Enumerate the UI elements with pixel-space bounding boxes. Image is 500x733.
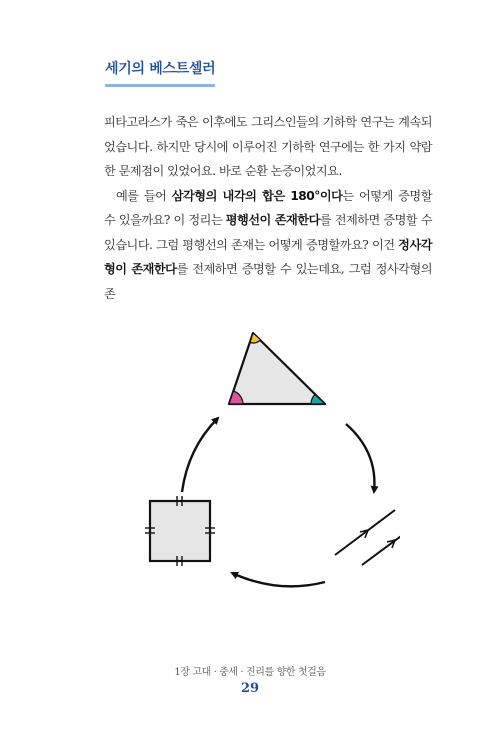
triangle-icon	[229, 333, 325, 404]
paragraph	[104, 184, 432, 307]
square-icon	[145, 496, 215, 566]
paragraph-text: 는 어떻게 증명할 수 있을까요? 이 정리는	[104, 188, 432, 227]
emphasis-text: 평행선이 존재한다	[225, 213, 320, 227]
page-number: 29	[240, 681, 260, 696]
arrow-parallel-to-square	[232, 573, 325, 586]
parallel-lines-icon	[335, 510, 400, 565]
arrow-square-to-triangle	[182, 418, 218, 492]
body-text	[104, 110, 432, 306]
paragraph-text: 피타고라스가 죽은 이후에도 그리스인들의 기하학 연구는 계속되었습니다. 하지만 당시에 이루어진 기하학 연구에는 한 가지 약람한 문제점이 있었어요. 바로 순환 논증이었지요.	[104, 115, 432, 178]
emphasis-text: 정사각형이 존재한다	[104, 237, 432, 276]
circular-reasoning-figure	[140, 320, 400, 620]
running-foot: 1장 고대 · 중세 · 진리를 향한 첫걸음	[174, 667, 326, 678]
paragraph	[104, 110, 432, 184]
paragraph-text: 예를 들어	[116, 188, 172, 203]
paragraph-text: 를 전제하면 증명할 수 있습니다. 그럼 평행선의 존재는 어떻게 증명할까요? 이건	[104, 213, 432, 252]
section-title: 세기의 베스트셀러	[105, 58, 215, 87]
paragraph-text: 를 전제하면 증명할 수 있는데요, 그럼 정사각형의 존	[104, 262, 432, 301]
emphasis-text: 삼각형의 내각의 합은 180°이다	[171, 188, 343, 203]
arrow-triangle-to-parallel	[346, 424, 374, 492]
